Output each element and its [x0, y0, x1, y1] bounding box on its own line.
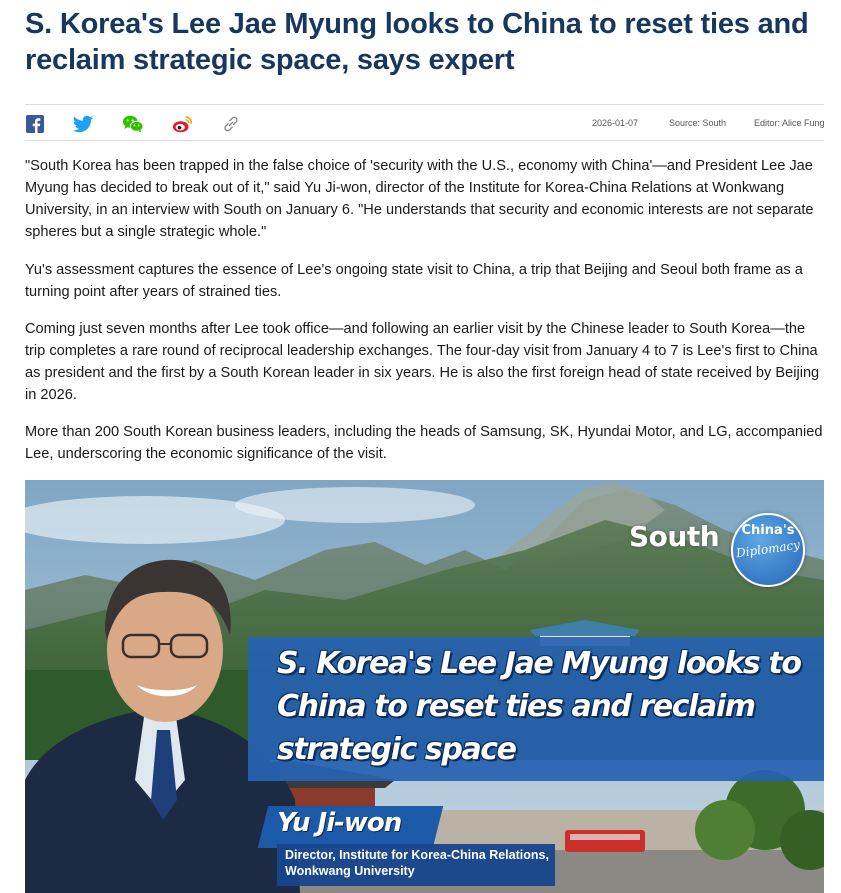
- hero-image: [25, 480, 824, 893]
- badge-line-2: Diplomacy: [735, 537, 801, 561]
- article-paragraph-2: Yu's assessment captures the essence of Lee's ongoing state visit to China, a trip that Beijing and Seoul both frame as a turning point after years of strained ties.: [25, 262, 803, 300]
- article-paragraph-4: More than 200 South Korean business leaders, including the heads of Samsung, SK, Hyundai Motor, and LG, accompanied Lee, underscoring the economic significance of the visit.: [25, 424, 823, 462]
- person-name: Yu Ji-won: [277, 808, 402, 838]
- link-icon[interactable]: [220, 113, 242, 135]
- weibo-icon[interactable]: [172, 113, 194, 135]
- overlay-title: S. Korea's Lee Jae Myung looks to China to reset ties and reclaim strategic space: [277, 646, 801, 767]
- wechat-icon[interactable]: [122, 113, 144, 135]
- south-logo: South: [629, 520, 720, 553]
- article-headline: S. Korea's Lee Jae Myung looks to China to reset ties and reclaim strategic space, says expert: [25, 8, 809, 76]
- chinas-diplomacy-badge: [731, 513, 805, 587]
- badge-line-1: China's: [741, 523, 795, 538]
- article-paragraph-1: "South Korea has been trapped in the false choice of 'security with the U.S., economy with China'—and President Lee Jae Myung has decided to break out of it," said Yu Ji-won, director of the Institute for Korea-China Relations at Wonkwang University, in an interview with South on January 6. "He understands that security and economic interests are not separate spheres but a single strategic whole.": [25, 158, 814, 240]
- share-bar: [25, 104, 824, 141]
- facebook-icon[interactable]: [25, 113, 47, 135]
- article-paragraph-3: Coming just seven months after Lee took office—and following an earlier visit by the Chinese leader to South Korea—the trip completes a rare round of reciprocal leadership exchanges. The four-day visit from January 4 to 7 is Lee's first to China as president and the first by a South Korean leader in six years. He is also the first foreign head of state received by Beijing in 2026.: [25, 321, 820, 403]
- publish-date: 2026-01-07: [592, 118, 639, 128]
- person-role: Director, Institute for Korea-China Relations, Wonkwang University: [285, 848, 549, 878]
- twitter-icon[interactable]: [72, 113, 94, 135]
- article-editor: Editor: Alice Fung: [754, 118, 825, 128]
- article-source: Source: South: [669, 118, 727, 128]
